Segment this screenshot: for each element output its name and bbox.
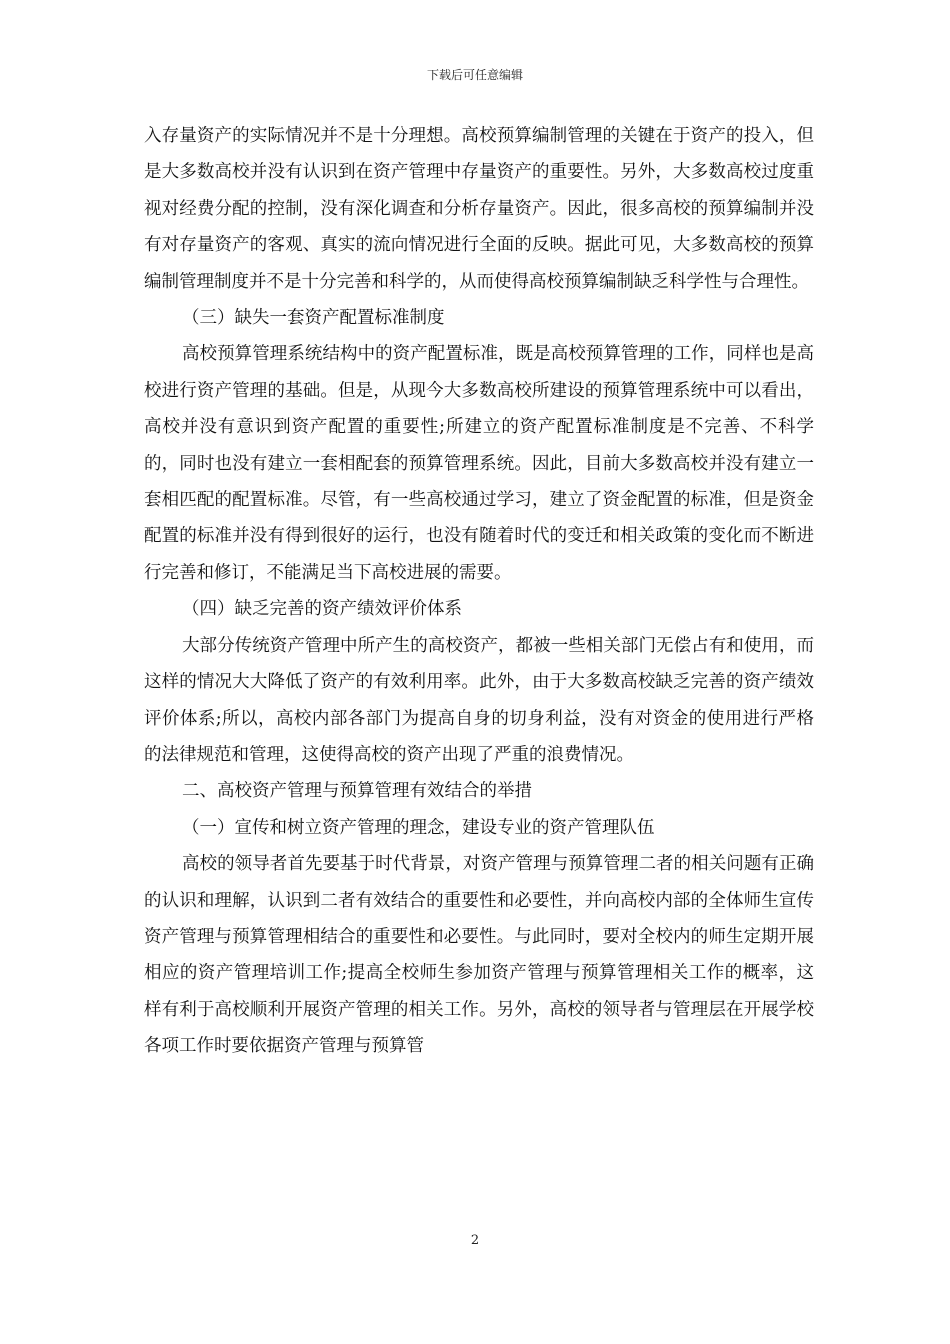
paragraph: 高校预算管理系统结构中的资产配置标准，既是高校预算管理的工作，同样也是高校进行资产管理的基础。但是，从现今大多数高校所建设的预算管理系统中可以看出，高校并没有意识到资产配置的重要性;所建立的资产配置标准制度是不完善、不科学的，同时也没有建立一套相配套的预算管理系统。因此，目前大多数高校并没有建立一套相匹配的配置标准。尽管，有一些高校通过学习，建立了资金配置的标准，但是资金配置的标准并没有得到很好的运行，也没有随着时代的变迁和相关政策的变化而不断进行完善和修订，不能满足当下高校进展的需要。 [144,344,814,583]
page-header: 下载后可任意编辑 [426,68,523,82]
chapter-heading-2: 二、高校资产管理与预算管理有效结合的举措 [182,781,532,802]
document-body [144,118,814,1065]
page-number: 2 [470,1233,480,1248]
section-heading-4: （四）缺乏完善的资产绩效评价体系 [182,599,462,620]
paragraph-continuation: 入存量资产的实际情况并不是十分理想。高校预算编制管理的关键在于资产的投入，但是大多数高校并没有认识到在资产管理中存量资产的重要性。另外，大多数高校过度重视对经费分配的控制，没有深化调查和分析存量资产。因此，很多高校的预算编制并没有对存量资产的客观、真实的流向情况进行全面的反映。据此可见，大多数高校的预算编制管理制度并不是十分完善和科学的，从而使得高校预算编制缺乏科学性与合理性。 [144,126,814,292]
paragraph: 高校的领导者首先要基于时代背景，对资产管理与预算管理二者的相关问题有正确的认识和理解，认识到二者有效结合的重要性和必要性，并向高校内部的全体师生宣传资产管理与预算管理相结合的重要性和必要性。与此同时，要对全校内的师生定期开展相应的资产管理培训工作;提高全校师生参加资产管理与预算管理相关工作的概率，这样有利于高校顺利开展资产管理的相关工作。另外，高校的领导者与管理层在开展学校各项工作时要依据资产管理与预算管 [144,854,814,1057]
paragraph: 大部分传统资产管理中所产生的高校资产，都被一些相关部门无偿占有和使用，而这样的情况大大降低了资产的有效利用率。此外，由于大多数高校缺乏完善的资产绩效评价体系;所以，高校内部各部门为提高自身的切身利益，没有对资金的使用进行严格的法律规范和管理，这使得高校的资产出现了严重的浪费情况。 [144,635,814,765]
section-heading-3: （三）缺失一套资产配置标准制度 [182,308,445,329]
section-heading-1: （一）宣传和树立资产管理的理念，建设专业的资产管理队伍 [182,817,655,838]
